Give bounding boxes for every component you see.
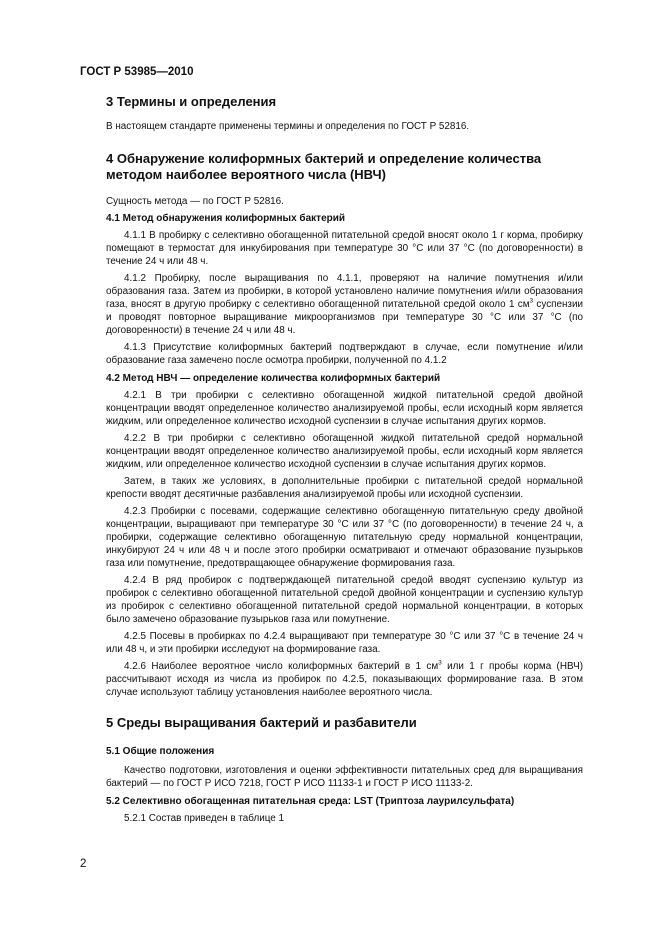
para-4-2-6 [106, 660, 583, 699]
section-3-heading: 3 Термины и определения [106, 94, 277, 109]
section-5-2-heading: 5.2 Селективно обогащенная питательная среда: LST (Триптоза лаурилсульфата) [106, 796, 515, 807]
para-4-2-1: 4.2.1 В три пробирки с селективно обогащенной жидкой питательной средой двойной концентрации вводят определенное количество анализируемой пробы, если исходный корм является жидким, или определенное количество исходной суспензии в случае испытания других кормов. [106, 390, 583, 427]
para-4-2-2-cont: Затем, в таких же условиях, в дополнительные пробирки с питательной средой нормальной крепости вводят десятичные разбавления анализируемой пробы или исходной суспензии. [106, 476, 583, 500]
document-header: ГОСТ Р 53985—2010 [80, 66, 194, 78]
page-content [106, 90, 583, 825]
para-4-1-2-part2: суспензии и проводят повторное выращивание микроорганизмов при температуре 30 °С или 37 °С (по договоренности) в течение 24 ч или 48 ч. [106, 299, 583, 336]
section-4-2-heading: 4.2 Метод НВЧ — определение количества колиформных бактерий [106, 373, 441, 384]
para-5-2-1: 5.2.1 Состав приведен в таблице 1 [124, 813, 285, 824]
section-5-1-heading: 5.1 Общие положения [106, 746, 215, 757]
cubic-superscript: 3 [529, 297, 534, 305]
cubic-superscript: 3 [438, 659, 442, 667]
section-4-intro: Сущность метода — по ГОСТ Р 52816. [106, 196, 284, 207]
para-4-2-2: 4.2.2 В три пробирки с селективно обогащенной жидкой питательной средой нормальной концентрации вводят определенное количество анализируемой пробы, если исходный корм является жидким, или определенное количество исходной суспензии в случае испытания других кормов. [106, 433, 583, 470]
para-4-1-1: 4.1.1 В пробирку с селективно обогащенной питательной средой вносят около 1 г корма, пробирку помещают в термостат для инкубирования при температуре 30 °С или 37 °С (по договоренности) в течение 24 ч или 48 ч. [106, 230, 583, 267]
para-4-2-6-part1: 4.2.6 Наиболее вероятное число колиформных бактерий в 1 см [124, 661, 439, 672]
para-4-2-3: 4.2.3 Пробирки с посевами, содержащие селективно обогащенную питательную среду двойной концентрации, выращивают при температуре 30 °С или 37 °С (по договоренности) в течение 24 ч, а пробирки, содержащие селективно обогащенную питательную среду нормальной концентрации, инкубируют 24 ч или 48 ч и после этого пробирки осматривают и отмечают образование пузырьков газа или помутнение, предотвращающее обнаружение формирования газа. [106, 506, 583, 569]
para-4-1-2-part1: 4.1.2 Пробирку, после выращивания по 4.1.1, проверяют на наличие помутнения и/или образования газа. Затем из пробирки, в которой установлено наличие помутнения и/или образования газа, вносят в другую пробирку с селективно обогащенной питательной средой около 1 см [106, 273, 583, 310]
section-4-heading: 4 Обнаружение колиформных бактерий и определение количества методом наиболее вероятного числа (НВЧ) [106, 151, 542, 182]
para-5-1: Качество подготовки, изготовления и оценки эффективности питательных сред для выращивания бактерий — по ГОСТ Р ИСО 7218, ГОСТ Р ИСО 11133-1 и ГОСТ Р ИСО 11133-2. [106, 765, 583, 789]
para-4-2-6-part2: или 1 г пробы корма (НВЧ) рассчитывают исходя из числа из пробирок по 4.2.5, показывающих формирование газа. В этом случае используют таблицу установления наиболее вероятного числа. [106, 661, 583, 698]
para-4-2-5: 4.2.5 Посевы в пробирках по 4.2.4 выращивают при температуре 30 °С или 37 °С в течение 24 ч или 48 ч, и эти пробирки исследуют на формирование газа. [106, 631, 583, 655]
para-4-1-2 [106, 272, 583, 337]
page-number: 2 [80, 858, 87, 870]
section-3-text: В настоящем стандарте применены термины и определения по ГОСТ Р 52816. [106, 121, 470, 132]
para-4-1-3: 4.1.3 Присутствие колиформных бактерий подтверждают в случае, если помутнение и/или образование газа замечено после осмотра пробирки, полученной по 4.1.2 [106, 342, 583, 366]
section-5-heading: 5 Среды выращивания бактерий и разбавители [106, 715, 417, 730]
para-4-2-4: 4.2.4 В ряд пробирок с подтверждающей питательной средой вводят суспензию культур из пробирок с селективно обогащенной питательной средой двойной концентрации и суспензию культур из пробирок с селективно обогащенной питательной средой нормальной концентрации, в которых было замечено образование пузырьков газа или помутнение. [106, 575, 583, 625]
section-4-1-heading: 4.1 Метод обнаружения колиформных бактерий [106, 213, 346, 224]
